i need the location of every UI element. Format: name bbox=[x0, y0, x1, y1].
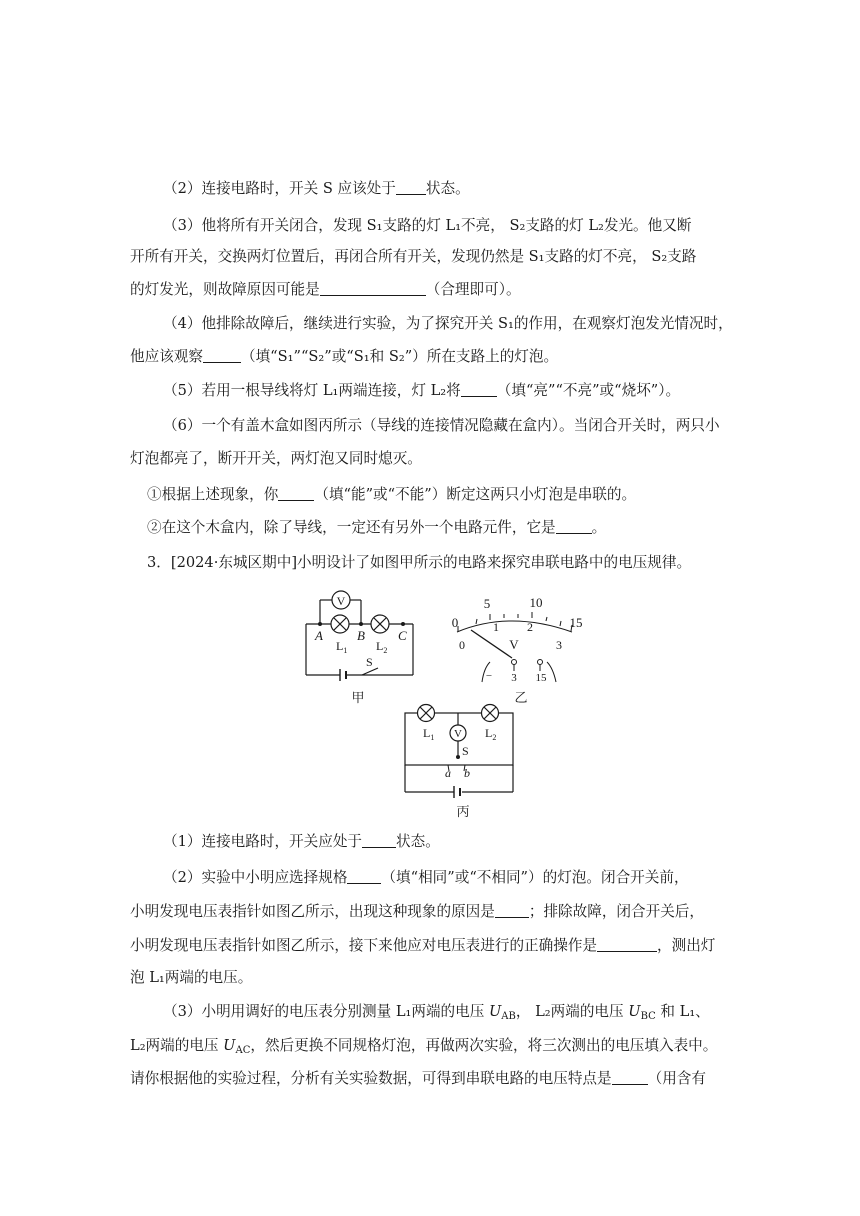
point-c-label: C bbox=[398, 628, 407, 643]
junction-dot bbox=[359, 622, 363, 626]
inner-scale-0: 0 bbox=[459, 638, 465, 652]
q3-part2-line3 bbox=[130, 936, 715, 956]
text: （5）若用一根导线将灯 L₁两端连接，灯 L₂将 bbox=[163, 382, 461, 399]
q3-part3-line1 bbox=[163, 1002, 710, 1027]
text: （用含有 bbox=[647, 1070, 706, 1087]
inner-scale-1: 1 bbox=[493, 620, 499, 634]
text: 的灯发光，则故障原因可能是 bbox=[130, 281, 320, 298]
text: 和 L₁、 bbox=[655, 1003, 710, 1020]
figure-bing-wooden-box-circuit bbox=[405, 705, 513, 799]
text: （填“S₁”“S₂”或“S₁和 S₂”）所在支路上的灯泡。 bbox=[240, 348, 559, 365]
text: 小明发现电压表指针如图乙所示，出现这种现象的原因是 bbox=[130, 903, 495, 920]
q3-part3-line3 bbox=[130, 1069, 706, 1089]
switch-pivot bbox=[456, 755, 460, 759]
answer-blank bbox=[556, 519, 592, 534]
text: （填“亮”“不亮”或“烧坏”）。 bbox=[496, 382, 681, 399]
outer-scale-0: 0 bbox=[451, 615, 459, 630]
text: L₂两端的电压 bbox=[130, 1037, 224, 1054]
text: ；排除故障，闭合开关后， bbox=[528, 903, 704, 920]
circuit-figures bbox=[0, 578, 860, 848]
q3-part2-line1 bbox=[163, 868, 689, 888]
symbol-u: U bbox=[223, 1037, 236, 1054]
answer-blank bbox=[347, 869, 381, 884]
subscript: AC bbox=[235, 1045, 251, 1056]
q2-part2 bbox=[163, 179, 470, 199]
figure-bing-caption: 丙 bbox=[456, 805, 470, 820]
subscript: AB bbox=[501, 1011, 516, 1022]
answer-blank bbox=[203, 348, 241, 363]
figure-yi-caption: 乙 bbox=[514, 691, 528, 706]
lamp-l1-label: $L_1$ bbox=[336, 639, 348, 655]
terminal-3-label: 3 bbox=[511, 672, 517, 684]
q3-part3-line2 bbox=[130, 1036, 717, 1061]
bing-lamp-l2-label: $L_2$ bbox=[485, 726, 497, 742]
outer-scale-5: 5 bbox=[483, 596, 491, 611]
q2-part6-line2: 灯泡都亮了，断开开关，两灯泡又同时熄灭。 bbox=[130, 450, 422, 467]
text: （2）实验中小明应选择规格 bbox=[163, 869, 348, 886]
q2-part5 bbox=[163, 381, 680, 401]
junction-dot bbox=[401, 622, 405, 626]
answer-blank bbox=[278, 486, 314, 501]
text: 小明发现电压表指针如图乙所示，接下来他应对电压表进行的正确操作是 bbox=[130, 937, 598, 954]
inner-scale-2: 2 bbox=[527, 620, 533, 634]
answer-blank bbox=[396, 180, 426, 195]
text: （填“能”或“不能”）断定这两只小灯泡是串联的。 bbox=[314, 486, 637, 503]
text: 。 bbox=[591, 519, 607, 536]
q2-part6-item2 bbox=[147, 518, 606, 538]
answer-blank bbox=[495, 903, 529, 918]
outer-scale-15: 15 bbox=[569, 615, 583, 630]
lamp-l2-label: $L_2$ bbox=[376, 639, 388, 655]
inner-scale-3: 3 bbox=[556, 638, 562, 652]
switch-label: S bbox=[366, 655, 373, 669]
text: （合理即可）。 bbox=[425, 281, 521, 298]
text: ，测出灯 bbox=[657, 937, 716, 954]
terminal-negative-label: − bbox=[485, 670, 493, 682]
q2-part3-line3 bbox=[130, 280, 521, 300]
q3-header: 3．[2024·东城区期中]小明设计了如图甲所示的电路来探究串联电路中的电压规律。 bbox=[147, 554, 692, 571]
q2-part3-line1: （3）他将所有开关闭合，发现 S₁支路的灯 L₁不亮， S₂支路的灯 L₂发光。他又断 bbox=[163, 217, 692, 234]
junction-dot bbox=[318, 622, 322, 626]
text: （3）小明用调好的电压表分别测量 L₁两端的电压 bbox=[163, 1003, 489, 1020]
q3-part2-line2 bbox=[130, 902, 704, 922]
outer-scale-10: 10 bbox=[529, 595, 543, 610]
voltmeter-label: V bbox=[336, 594, 346, 608]
text: ，然后更换不同规格灯泡，再做两次实验，将三次测出的电压填入表中。 bbox=[250, 1037, 718, 1054]
q3-part1 bbox=[163, 832, 440, 852]
subscript: BC bbox=[640, 1011, 656, 1022]
q3-part2-line4: 泡 L₁两端的电压。 bbox=[130, 969, 253, 986]
text: ①根据上述现象，你 bbox=[147, 486, 279, 503]
bing-voltmeter-label: V bbox=[454, 728, 462, 740]
bing-terminal-b-label: b bbox=[464, 766, 470, 780]
answer-blank bbox=[362, 833, 396, 848]
answer-blank bbox=[461, 382, 497, 397]
point-a-label: A bbox=[315, 628, 323, 643]
bing-switch-label: S bbox=[462, 744, 469, 758]
q2-part4-line2 bbox=[130, 347, 558, 367]
answer-blank bbox=[597, 937, 657, 952]
symbol-u: U bbox=[488, 1003, 502, 1020]
text: （1）连接电路时，开关应处于 bbox=[163, 833, 363, 850]
symbol-u: U bbox=[628, 1003, 641, 1020]
text: ②在这个木盒内，除了导线，一定还有另外一个电路元件，它是 bbox=[147, 519, 556, 536]
q2-part3-line2: 开所有开关，交换两灯位置后，再闭合所有开关，发现仍然是 S₁支路的灯不亮， S₂支路 bbox=[130, 248, 697, 265]
text: 状态。 bbox=[396, 833, 440, 850]
text: 他应该观察 bbox=[130, 348, 203, 365]
q2-part6-item1 bbox=[147, 485, 636, 505]
q2-part4-line1: （4）他排除故障后，继续进行实验，为了探究开关 S₁的作用，在观察灯泡发光情况时， bbox=[163, 315, 733, 332]
terminal-15-label: 15 bbox=[535, 672, 547, 684]
text: 请你根据他的实验过程，分析有关实验数据，可得到串联电路的电压特点是 bbox=[130, 1070, 612, 1087]
point-b-label: B bbox=[357, 628, 365, 643]
unit-label: V bbox=[509, 637, 519, 652]
text: （填“相同”或“不相同”）的灯泡。闭合开关前， bbox=[381, 869, 689, 886]
bing-terminal-a-label: a bbox=[445, 766, 451, 780]
text: （2）连接电路时，开关 S 应该处于 bbox=[163, 180, 396, 197]
text: 状态。 bbox=[425, 180, 470, 197]
q2-part6-line1: （6）一个有盖木盒如图丙所示（导线的连接情况隐藏在盒内）。当闭合开关时，两只小 bbox=[163, 417, 720, 434]
answer-blank bbox=[320, 281, 426, 296]
answer-blank bbox=[612, 1070, 648, 1085]
text: ， L₂两端的电压 bbox=[515, 1003, 629, 1020]
figure-jia-caption: 甲 bbox=[351, 691, 365, 706]
bing-lamp-l1-label: $L_1$ bbox=[423, 726, 435, 742]
